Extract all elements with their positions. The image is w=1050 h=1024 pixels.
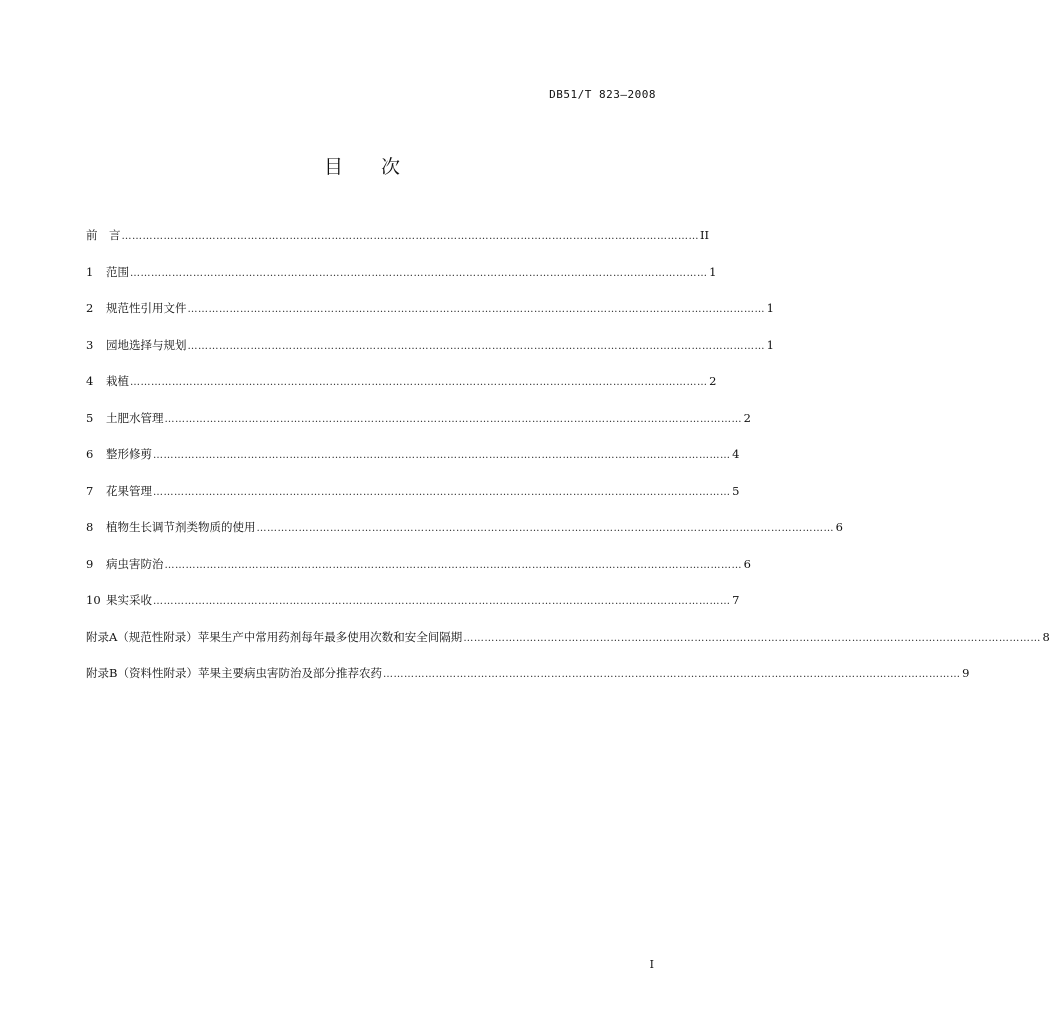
toc-dot-leader: ………………………………………………………………………………………………………………………………………………… — [187, 340, 765, 352]
toc-entry-page: 1 — [766, 301, 774, 315]
toc-entry-label: 规范性引用文件 — [106, 301, 187, 315]
toc-entry-number: 6 — [86, 447, 94, 461]
page-number: I — [649, 958, 654, 971]
toc-dot-leader: ………………………………………………………………………………………………………………………………………………… — [256, 523, 834, 534]
toc-dot-leader: ………………………………………………………………………………………………………………………………………………… — [153, 450, 731, 461]
toc-entry-3[interactable] — [86, 336, 774, 373]
toc-dot-leader: ………………………………………………………………………………………………………………………………………………… — [463, 632, 1041, 644]
toc-entry-label: 附录B（资料性附录）苹果主要病虫害防治及部分推荐农药 — [86, 666, 382, 680]
toc-entry-number: 7 — [86, 483, 94, 498]
toc-entry-label: 园地选择与规划 — [106, 337, 187, 352]
toc-entry-label: 附录A（规范性附录）苹果生产中常用药剂每年最多使用次数和安全间隔期 — [86, 629, 463, 644]
toc-entry-8[interactable] — [86, 518, 843, 555]
toc-entry-7[interactable] — [86, 482, 740, 519]
toc-entry-page: 6 — [835, 520, 843, 534]
toc-entry-page: 2 — [709, 374, 717, 388]
toc-entry-page: 5 — [732, 483, 740, 498]
toc-entry-6[interactable] — [86, 445, 740, 482]
toc-dot-leader: ………………………………………………………………………………………………………………………………………………… — [153, 596, 731, 607]
toc-entry-label: 土肥水管理 — [106, 410, 164, 425]
toc-entry-9[interactable] — [86, 555, 751, 592]
toc-entry-number: 3 — [86, 337, 94, 352]
page-title: 目 次 — [323, 156, 400, 178]
toc-entry-page: II — [700, 228, 710, 242]
toc-entry-number: 8 — [86, 520, 94, 534]
toc-entry-2[interactable] — [86, 299, 774, 336]
toc-entry-page: 9 — [962, 666, 970, 680]
table-of-contents — [86, 226, 1050, 701]
toc-entry-label: 整形修剪 — [106, 447, 152, 461]
toc-entry-number: 5 — [86, 410, 94, 425]
toc-entry-label: 范围 — [106, 264, 129, 279]
toc-entry-page: 1 — [766, 337, 774, 352]
toc-entry-page: 7 — [732, 593, 740, 607]
toc-entry-label: 栽植 — [106, 374, 129, 388]
toc-entry-label: 病虫害防治 — [106, 556, 164, 571]
toc-entry-number: 9 — [86, 556, 94, 571]
toc-entry-foreword[interactable] — [86, 226, 710, 263]
toc-entry-1[interactable] — [86, 263, 717, 300]
toc-entry-5[interactable] — [86, 409, 751, 446]
toc-entry-appendix-b[interactable] — [86, 664, 970, 701]
toc-dot-leader: ………………………………………………………………………………………………………………………………………………… — [130, 377, 708, 388]
toc-entry-number: 4 — [86, 374, 94, 388]
toc-entry-number: 2 — [86, 301, 94, 315]
toc-entry-page: 6 — [743, 556, 751, 571]
toc-dot-leader: ………………………………………………………………………………………………………………………………………………… — [382, 669, 961, 680]
toc-dot-leader: ………………………………………………………………………………………………………………………………………………… — [121, 231, 699, 242]
toc-entry-4[interactable] — [86, 372, 717, 409]
toc-entry-page: 4 — [732, 447, 740, 461]
toc-dot-leader: ………………………………………………………………………………………………………………………………………………… — [164, 559, 742, 571]
toc-entry-number: 1 — [86, 264, 94, 279]
toc-entry-10[interactable] — [86, 591, 740, 628]
toc-entry-page: 1 — [709, 264, 717, 279]
toc-entry-label: 前 言 — [86, 228, 121, 242]
toc-dot-leader: ………………………………………………………………………………………………………………………………………………… — [130, 267, 708, 279]
toc-entry-number: 10 — [86, 593, 101, 607]
toc-entry-appendix-a[interactable] — [86, 628, 1050, 665]
toc-dot-leader: ………………………………………………………………………………………………………………………………………………… — [153, 486, 731, 498]
toc-dot-leader: ………………………………………………………………………………………………………………………………………………… — [187, 304, 765, 315]
toc-entry-label: 植物生长调节剂类物质的使用 — [106, 520, 256, 534]
document-code: DB51/T 823—2008 — [549, 88, 656, 101]
toc-dot-leader: ………………………………………………………………………………………………………………………………………………… — [164, 413, 742, 425]
toc-entry-page: 8 — [1042, 629, 1050, 644]
toc-entry-label: 果实采收 — [106, 593, 152, 607]
toc-entry-label: 花果管理 — [106, 483, 152, 498]
toc-entry-page: 2 — [743, 410, 751, 425]
